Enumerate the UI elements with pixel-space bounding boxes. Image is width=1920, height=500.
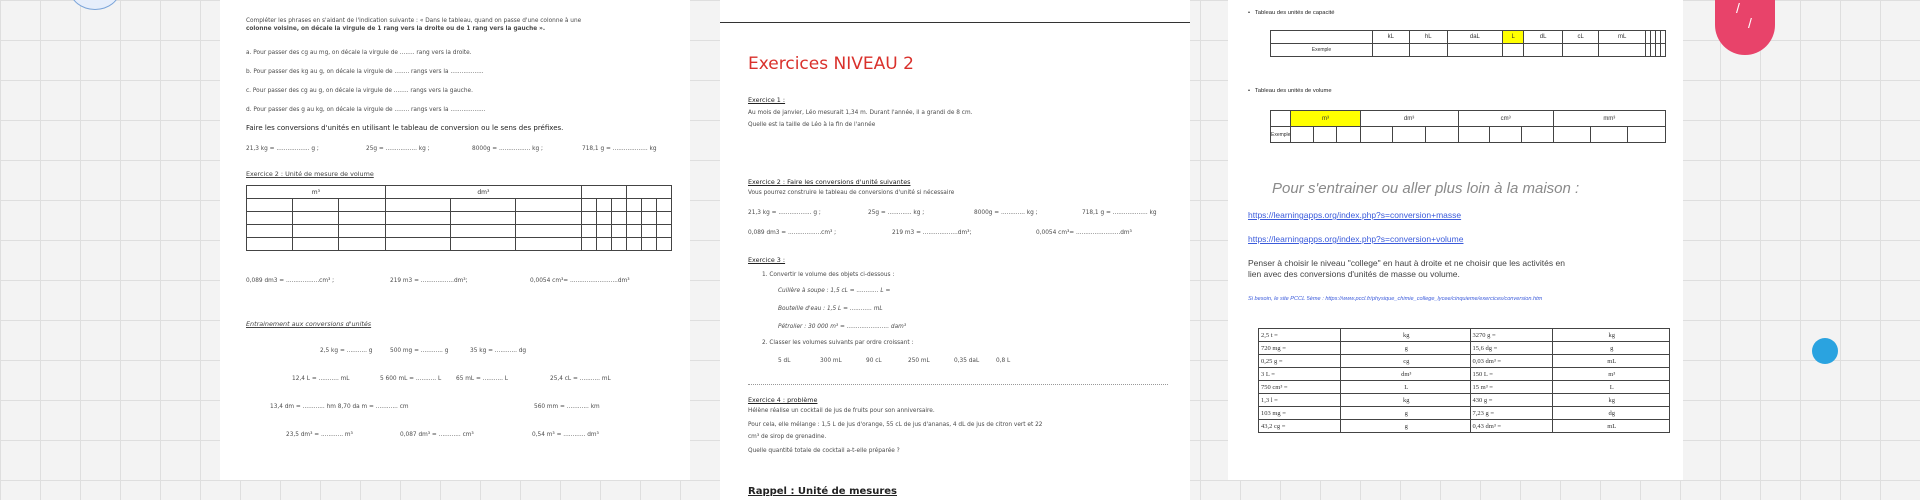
ex3-volume-5: 0,35 daL [954, 358, 980, 364]
conversion-row [1259, 329, 1670, 342]
training-row-1c: 35 kg = ............ dg [470, 348, 527, 354]
ex2-line2-c: 0,0054 cm³= ........................dm³ [1036, 230, 1132, 236]
exercise-4-text-4: Quelle quantité totale de cocktail a-t-elle préparée ? [748, 448, 900, 454]
conversion-line-2c: 0,0054 cm³= ..........................dm³ [530, 278, 630, 284]
sentence-d: d. Pour passer des g au kg, on décale la virgule de ........ rangs vers la ................... [246, 107, 486, 113]
training-row-2a: 12,4 L = ........... mL [292, 376, 350, 382]
decorative-circle-topleft [70, 0, 120, 10]
conv-left-expression: 2,5 t = [1259, 329, 1341, 342]
conv-right-expression: 15 m³ = [1470, 381, 1552, 394]
cap-hl: hL [1409, 31, 1447, 44]
conversion-line-1c: 8000g = ................. kg ; [472, 146, 543, 152]
vol-exemple: Exemple [1271, 127, 1291, 143]
link-masse[interactable]: https://learningapps.org/index.php?s=conversion+masse [1248, 210, 1462, 220]
conversion-exercise-table [1258, 328, 1670, 433]
cap-dal: daL [1447, 31, 1502, 44]
ex3-volume-1: 5 dL [778, 358, 791, 364]
pccl-link[interactable]: Si besoin, le site PCCL 5ème : https://www.pccl.fr/physique_chimie_college_lycee/cinquieme/exercices/conversion.htm [1248, 296, 1543, 302]
bullet-volume: • Tableau des unités de volume [1248, 88, 1332, 94]
conv-left-unit: g [1341, 420, 1471, 433]
capacity-table [1270, 30, 1666, 57]
ex2-line1-c: 8000g = ............. kg ; [974, 210, 1038, 216]
exercise-2-text: Vous pourrez construire le tableau de conversions d'unité si nécessaire [748, 190, 955, 196]
conv-right-expression: 7,23 g = [1470, 407, 1552, 420]
exercise-3-title: Exercice 3 : [748, 256, 786, 264]
vol-mm3: mm³ [1553, 111, 1665, 127]
exercise-4-text-1: Hélène réalise un cocktail de jus de fruits pour son anniversaire. [748, 408, 935, 414]
exercise-1-text-2: Quelle est la taille de Léo à la fin de l'année [748, 122, 876, 128]
training-row-2c: 65 mL = ........... L [456, 376, 508, 382]
decorative-blue-dot [1812, 338, 1838, 364]
page-title: Exercices NIVEAU 2 [748, 54, 914, 74]
conversion-row [1259, 355, 1670, 368]
header-blank-2 [626, 186, 671, 199]
exercise-2-title: Exercice 2 : Faire les conversions d'unité suivantes [748, 178, 911, 186]
ex2-line1-a: 21,3 kg = .................. g ; [748, 210, 821, 216]
exercise-3-item-1: 1. Convertir le volume des objets ci-dessous : [762, 272, 895, 278]
conv-left-expression: 750 cm³ = [1259, 381, 1341, 394]
conversion-line-1d: 718,1 g = ................... kg [582, 146, 657, 152]
intro-text-1: Compléter les phrases en s'aidant de l'indication suivante : « Dans le tableau, quand on passe d'une colonne à une [246, 18, 582, 24]
ex2-line2-a: 0,089 dm3 = ..................cm³ ; [748, 230, 837, 236]
rappel-heading: Rappel : Unité de mesures [748, 486, 898, 497]
sentence-b: b. Pour passer des kg au g, on décale la virgule de ........ rangs vers la .................. [246, 69, 484, 75]
conv-left-expression: 3 L = [1259, 368, 1341, 381]
conv-left-unit: cg [1341, 355, 1471, 368]
cap-exemple: Exemple [1271, 44, 1373, 57]
conv-right-unit: dg [1552, 407, 1669, 420]
conv-right-expression: 430 g = [1470, 394, 1552, 407]
header-blank-1 [581, 186, 626, 199]
conv-left-unit: kg [1341, 329, 1471, 342]
training-row-2b: 5 600 mL = ........... L [380, 376, 442, 382]
exercise-4-text-3: cm³ de sirop de grenadine. [748, 434, 827, 440]
cap-cl: cL [1562, 31, 1599, 44]
worksheet-page-2 [720, 0, 1190, 500]
conv-right-unit: g [1552, 342, 1669, 355]
conv-left-expression: 1,3 l = [1259, 394, 1341, 407]
conv-right-expression: 150 L = [1470, 368, 1552, 381]
conv-right-unit: kg [1552, 329, 1669, 342]
cap-kl: kL [1372, 31, 1409, 44]
worksheet-page-1 [220, 0, 690, 480]
top-rule [720, 22, 1190, 23]
volume-table [246, 185, 672, 251]
conv-left-unit: dm³ [1341, 368, 1471, 381]
ex3-object-1: Cuillère à soupe : 1,5 cL = ............ L = [778, 288, 891, 294]
exercise-4-text-2: Pour cela, elle mélange : 1,5 L de jus d'orange, 55 cL de jus d'ananas, 4 dL de jus de citron vert et 22 [748, 422, 1043, 428]
conv-right-expression: 15,6 dg = [1470, 342, 1552, 355]
training-row-3a: 13,4 dm = ............ hm 8,70 da m = ............ cm [270, 404, 409, 410]
training-row-3b: 560 mm = ............ km [534, 404, 600, 410]
conv-left-expression: 720 mg = [1259, 342, 1341, 355]
exercise-4-title: Exercice 4 : problème [748, 396, 818, 404]
conversion-row [1259, 381, 1670, 394]
note-line-1: Penser à choisir le niveau "college" en haut à droite et ne choisir que les activités en [1248, 258, 1565, 268]
ex2-line1-d: 718,1 g = ................... kg [1082, 210, 1157, 216]
training-row-1a: 2,5 kg = ........... g [320, 348, 373, 354]
conversion-row [1259, 342, 1670, 355]
ex3-volume-3: 90 cL [866, 358, 882, 364]
conv-left-unit: kg [1341, 394, 1471, 407]
sentence-a: a. Pour passer des cg au mg, on décale la virgule de ........ rang vers la droite. [246, 50, 472, 56]
conv-left-expression: 0,25 g = [1259, 355, 1341, 368]
conv-right-unit: kg [1552, 394, 1669, 407]
answer-line [748, 384, 1168, 385]
intro-text-2: colonne voisine, on décale la virgule de 1 rang vers la droite ou de 1 rang vers la gauche ». [246, 26, 546, 32]
training-row-4b: 0,087 dm³ = ............ cm³ [400, 432, 474, 438]
link-volume[interactable]: https://learningapps.org/index.php?s=conversion+volume [1248, 234, 1464, 244]
training-heading: Pour s'entrainer ou aller plus loin à la maison : [1272, 180, 1580, 197]
conv-left-expression: 103 mg = [1259, 407, 1341, 420]
training-title: Entrainement aux conversions d'unités [246, 320, 372, 328]
exercise-2-title: Exercice 2 : Unité de mesure de volume [246, 170, 374, 178]
conversion-row [1259, 420, 1670, 433]
training-row-4a: 23,5 dm³ = ............ m³ [286, 432, 353, 438]
conversion-row [1259, 407, 1670, 420]
conv-left-unit: L [1341, 381, 1471, 394]
bullet-capacity: • Tableau des unités de capacité [1248, 10, 1335, 16]
conversion-line-1b: 25g = ................. kg ; [366, 146, 430, 152]
conv-left-unit: g [1341, 342, 1471, 355]
vol-m3: m³ [1291, 111, 1360, 127]
header-m3: m³ [247, 186, 386, 199]
conv-left-unit: g [1341, 407, 1471, 420]
exercise-3-item-2: 2. Classer les volumes suivants par ordre croissant : [762, 340, 914, 346]
conversion-line-1a: 21,3 kg = .................. g ; [246, 146, 319, 152]
ex3-volume-2: 300 mL [820, 358, 842, 364]
sentence-c: c. Pour passer des cg au g, on décale la virgule de ........ rangs vers la gauche. [246, 88, 473, 94]
conv-right-unit: L [1552, 381, 1669, 394]
conv-right-expression: 3270 g = [1470, 329, 1552, 342]
note-line-2: lien avec des conversions d'unités de masse ou volume. [1248, 269, 1460, 279]
cap-ml: mL [1599, 31, 1646, 44]
training-row-2d: 25,4 cL = ........... mL [550, 376, 611, 382]
header-dm3: dm³ [385, 186, 581, 199]
cap-col-1 [1271, 31, 1373, 44]
conv-right-unit: mL [1552, 355, 1669, 368]
conv-left-expression: 43,2 cg = [1259, 420, 1341, 433]
decorative-pink-shape: / / [1715, 0, 1775, 55]
vol-dm3: dm³ [1360, 111, 1458, 127]
exercise-1-text-1: Au mois de janvier, Léo mesurait 1,34 m. Durant l'année, il a grandi de 8 cm. [748, 110, 973, 116]
training-row-4c: 0,54 m³ = ............ dm³ [532, 432, 599, 438]
conversion-line-2a: 0,089 dm3 = ..................cm³ ; [246, 278, 335, 284]
ex2-line1-b: 25g = ............. kg ; [868, 210, 925, 216]
conversion-line-2b: 219 m3 = ..................dm³; [390, 278, 468, 284]
conversion-row [1259, 394, 1670, 407]
ex3-volume-6: 0,8 L [996, 358, 1011, 364]
exercise-1-title: Exercice 1 : [748, 96, 786, 104]
volume-units-table [1270, 110, 1666, 143]
conv-right-expression: 0,03 dm³ = [1470, 355, 1552, 368]
conv-right-unit: m³ [1552, 368, 1669, 381]
instruction: Faire les conversions d'unités en utilisant le tableau de conversion ou le sens des préfixes. [246, 124, 564, 132]
training-row-1b: 500 mg = ............ g [390, 348, 449, 354]
worksheet-page-3 [1228, 0, 1683, 480]
conversion-row [1259, 368, 1670, 381]
vol-cm3: cm³ [1458, 111, 1553, 127]
conv-right-expression: 0,43 dm³ = [1470, 420, 1552, 433]
ex3-object-2: Bouteille d'eau : 1,5 L = ............ mL [778, 306, 883, 312]
ex2-line2-b: 219 m3 = ...................dm³; [892, 230, 972, 236]
cap-dl: dL [1524, 31, 1562, 44]
cap-l: L [1502, 31, 1524, 44]
ex3-object-3: Pétrolier : 30 000 m³ = ....................... dam³ [778, 324, 907, 330]
ex3-volume-4: 250 mL [908, 358, 930, 364]
conv-right-unit: mL [1552, 420, 1669, 433]
